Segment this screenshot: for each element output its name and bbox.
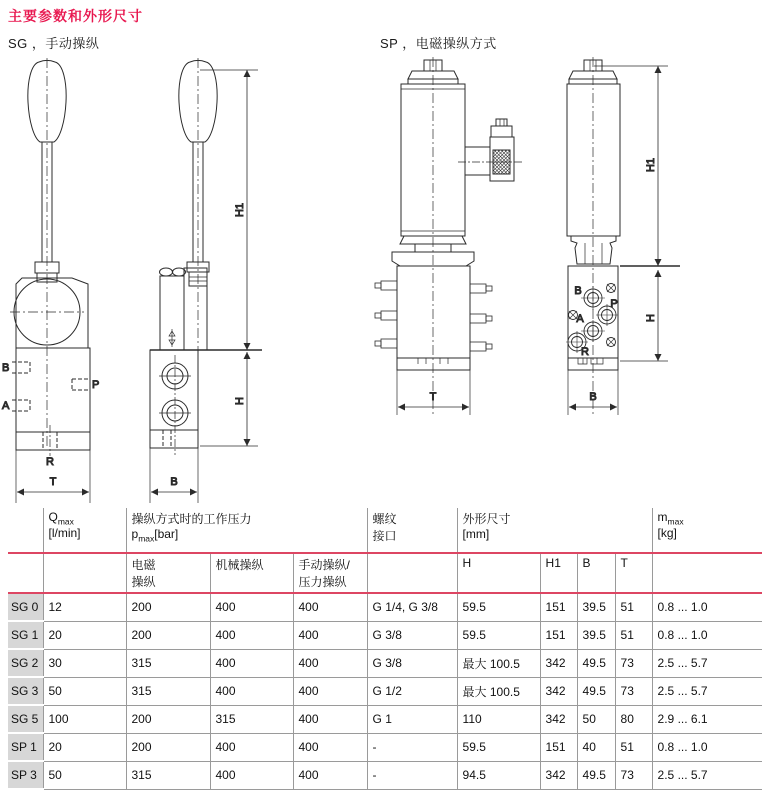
cell-thread: - — [367, 733, 457, 761]
cell-t: 73 — [615, 649, 652, 677]
cell-thread: G 1 — [367, 705, 457, 733]
cell-m: 2.5 ... 5.7 — [652, 761, 762, 789]
table-row — [8, 677, 762, 705]
cell-b: 39.5 — [577, 593, 615, 621]
cell-t: 73 — [615, 677, 652, 705]
svg-text:P: P — [92, 379, 100, 391]
valve-body — [397, 266, 470, 358]
cell-b: 49.5 — [577, 677, 615, 705]
svg-text:T: T — [429, 391, 437, 403]
cell-thread: G 3/8 — [367, 621, 457, 649]
cell-p_mech: 315 — [210, 705, 293, 733]
cell-p_mech: 400 — [210, 761, 293, 789]
coil-nut — [571, 236, 616, 264]
cell-h: 59.5 — [457, 621, 540, 649]
cell-qmax: 50 — [43, 677, 126, 705]
row-label: SP 3 — [8, 761, 43, 789]
cell-p_manual: 400 — [293, 621, 367, 649]
thread-header: 螺纹 接口 — [367, 508, 457, 553]
technical-drawings — [0, 55, 762, 510]
cell-h1: 342 — [540, 649, 577, 677]
manual-subheader: 手动操纵/ 压力操纵 — [293, 553, 367, 593]
cell-b: 50 — [577, 705, 615, 733]
cell-t: 80 — [615, 705, 652, 733]
cell-qmax: 12 — [43, 593, 126, 621]
cell-m: 2.9 ... 6.1 — [652, 705, 762, 733]
pressure-header: 操纵方式时的工作压力 $p_{max}[bar]$ — [126, 508, 367, 553]
svg-text:R: R — [46, 456, 54, 468]
corner-cell — [8, 508, 43, 553]
connector-plug — [458, 119, 522, 181]
solenoid-coil — [567, 84, 620, 236]
cell-t: 73 — [615, 761, 652, 789]
cell-b: 40 — [577, 733, 615, 761]
header-row-1 — [8, 508, 762, 553]
cell-h1: 342 — [540, 705, 577, 733]
cell-thread: G 3/8 — [367, 649, 457, 677]
row-label: SP 1 — [8, 733, 43, 761]
svg-text:H1: H1 — [234, 202, 246, 218]
h-subheader: H — [457, 553, 540, 593]
svg-text:H: H — [645, 314, 657, 322]
cell-p_manual: 400 — [293, 593, 367, 621]
row-label: SG 1 — [8, 621, 43, 649]
svg-text:H1: H1 — [645, 157, 657, 173]
cell-b: 39.5 — [577, 621, 615, 649]
svg-text:H: H — [234, 397, 246, 405]
cell-h: 最大 100.5 — [457, 649, 540, 677]
table-row — [8, 649, 762, 677]
cell-p_manual: 400 — [293, 761, 367, 789]
table-row — [8, 705, 762, 733]
cell-h: 最大 100.5 — [457, 677, 540, 705]
cell-m: 2.5 ... 5.7 — [652, 649, 762, 677]
qmax-header: $Q_{max}$ [l/min] — [43, 508, 126, 553]
side-bolts — [375, 281, 492, 351]
table-body — [8, 593, 762, 789]
sp-side-view-drawing — [566, 57, 680, 415]
cell-h1: 151 — [540, 593, 577, 621]
cell-p_manual: 400 — [293, 705, 367, 733]
cell-h: 110 — [457, 705, 540, 733]
mechanical-subheader: 机械操纵 — [210, 553, 293, 593]
svg-text:P: P — [610, 298, 618, 310]
cell-p_manual: 400 — [293, 649, 367, 677]
cell-h: 59.5 — [457, 733, 540, 761]
table-row — [8, 733, 762, 761]
svg-text:B: B — [2, 362, 10, 374]
cell-h1: 342 — [540, 761, 577, 789]
cell-thread: G 1/2 — [367, 677, 457, 705]
cell-p_solenoid: 200 — [126, 705, 210, 733]
cell-p_mech: 400 — [210, 621, 293, 649]
h1-subheader: H1 — [540, 553, 577, 593]
cell-t: 51 — [615, 733, 652, 761]
cell-p_manual: 400 — [293, 733, 367, 761]
cell-p_solenoid: 200 — [126, 621, 210, 649]
cell-b: 49.5 — [577, 649, 615, 677]
svg-text:R: R — [581, 346, 589, 358]
row-label: SG 3 — [8, 677, 43, 705]
solenoid-subheader: 电磁 操纵 — [126, 553, 210, 593]
svg-text:B: B — [170, 476, 178, 488]
cell-p_solenoid: 200 — [126, 593, 210, 621]
table-row — [8, 761, 762, 789]
cell-m: 2.5 ... 5.7 — [652, 677, 762, 705]
sg-side-view-drawing — [150, 58, 262, 503]
dimensions-header: 外形尺寸 [mm] — [457, 508, 652, 553]
row-label: SG 2 — [8, 649, 43, 677]
table-row — [8, 593, 762, 621]
sp-front-view-drawing — [375, 57, 522, 415]
cell-qmax: 20 — [43, 621, 126, 649]
cell-p_mech: 400 — [210, 677, 293, 705]
t-subheader: T — [615, 553, 652, 593]
cell-p_solenoid: 315 — [126, 649, 210, 677]
cell-p_manual: 400 — [293, 677, 367, 705]
cell-t: 51 — [615, 593, 652, 621]
mmax-header: $m_{max}$ [kg] — [652, 508, 762, 553]
cell-p_mech: 400 — [210, 593, 293, 621]
row-label: SG 0 — [8, 593, 43, 621]
cell-qmax: 20 — [43, 733, 126, 761]
cell-t: 51 — [615, 621, 652, 649]
table-row — [8, 621, 762, 649]
cell-h1: 151 — [540, 733, 577, 761]
cell-qmax: 50 — [43, 761, 126, 789]
cell-b: 49.5 — [577, 761, 615, 789]
spec-table — [8, 508, 762, 790]
cell-h: 59.5 — [457, 593, 540, 621]
header-row-2 — [8, 553, 762, 593]
cell-p_mech: 400 — [210, 733, 293, 761]
b-subheader: B — [577, 553, 615, 593]
svg-text:A: A — [2, 400, 10, 412]
cell-qmax: 100 — [43, 705, 126, 733]
svg-text:A: A — [576, 313, 584, 325]
cell-thread: - — [367, 761, 457, 789]
cell-thread: G 1/4, G 3/8 — [367, 593, 457, 621]
cell-m: 0.8 ... 1.0 — [652, 621, 762, 649]
row-label: SG 5 — [8, 705, 43, 733]
cell-qmax: 30 — [43, 649, 126, 677]
svg-text:B: B — [574, 285, 582, 297]
page-title: 主要参数和外形尺寸 — [8, 8, 143, 24]
cell-h: 94.5 — [457, 761, 540, 789]
cell-h1: 342 — [540, 677, 577, 705]
svg-text:B: B — [589, 391, 597, 403]
cell-p_mech: 400 — [210, 649, 293, 677]
svg-text:T: T — [49, 476, 57, 488]
sg-section-label: SG ，手动操纵 — [8, 36, 100, 51]
cell-p_solenoid: 315 — [126, 761, 210, 789]
sg-front-view-drawing — [2, 58, 99, 503]
cell-p_solenoid: 315 — [126, 677, 210, 705]
cell-h1: 151 — [540, 621, 577, 649]
cell-p_solenoid: 200 — [126, 733, 210, 761]
cell-m: 0.8 ... 1.0 — [652, 593, 762, 621]
cell-m: 0.8 ... 1.0 — [652, 733, 762, 761]
sp-section-label: SP ，电磁操纵方式 — [380, 36, 497, 51]
